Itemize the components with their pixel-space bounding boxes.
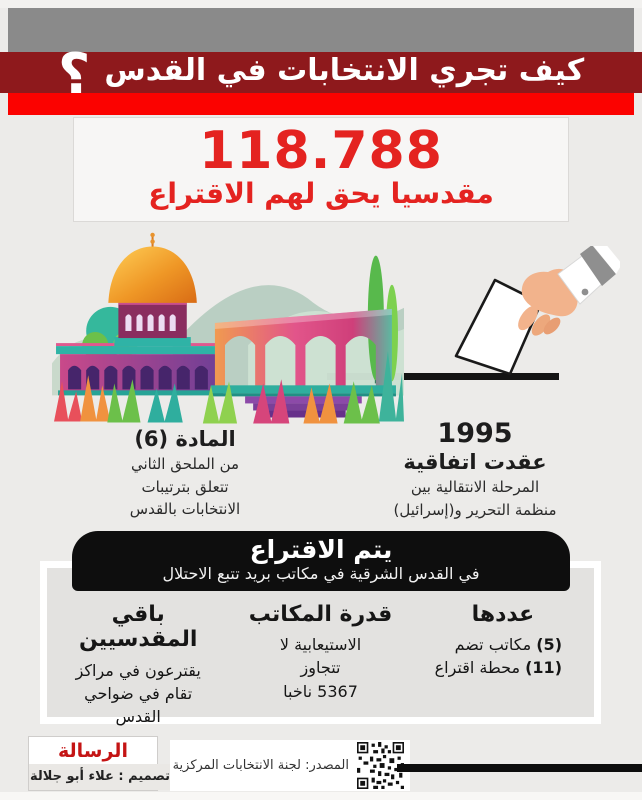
ballot-hand-illustration <box>450 246 620 378</box>
footer-divider-line <box>397 764 642 772</box>
source-strip <box>170 740 410 791</box>
article-line: تتعلق بترتيبات <box>141 477 229 496</box>
jerusalem-mosque-illustration <box>52 232 404 424</box>
voting-banner-subtitle: في القدس الشرقية في مكاتب بريد تتبع الاحتلال <box>162 563 480 583</box>
page-title-text: كيف تجري الانتخابات في القدس <box>104 52 585 88</box>
article-line: الانتخابات بالقدس <box>129 500 241 519</box>
voting-banner <box>72 531 570 591</box>
column-line: القدس <box>115 706 161 726</box>
column-line: 5367 ناخبا <box>283 681 358 701</box>
column-line: الاستيعابية لا <box>279 635 362 655</box>
page-frame-bottom <box>0 792 642 800</box>
hand-ballot-icon <box>450 246 620 378</box>
alresalah-logo-box <box>28 736 171 791</box>
agreement-line: منظمة التحرير و(إسرائيل) <box>393 500 557 519</box>
column-heading: عددها <box>471 602 535 627</box>
column-heading: باقي المقدسيين <box>78 602 198 653</box>
mosque-scene-icon <box>52 232 404 424</box>
column-offices-count <box>412 602 594 717</box>
agreement-title: عقدت اتفاقية <box>403 450 547 475</box>
article-title: المادة (6) <box>134 427 236 451</box>
column-line: يقترعون في مراكز <box>75 660 201 680</box>
agreement-line: المرحلة الانتقالية بين <box>410 478 540 497</box>
alresalah-logo: الرسالة <box>58 740 128 762</box>
column-heading: قدرة المكاتب <box>248 602 393 627</box>
agreement-1995-block <box>368 418 582 521</box>
page-frame-top <box>0 0 642 8</box>
column-line: تقام في ضواحي <box>84 683 193 703</box>
source-text: المصدر: لجنة الانتخابات المركزية <box>172 758 349 773</box>
stat-card <box>73 117 569 222</box>
header-red-band <box>8 93 634 115</box>
page-title <box>0 14 642 107</box>
column-line: (11) محطة اقتراع <box>434 658 562 678</box>
column-line: تتجاوز <box>300 658 341 678</box>
article-6-block <box>92 426 278 521</box>
column-other-jerusalemites <box>47 602 229 726</box>
voters-count: 118.788 <box>199 121 443 181</box>
question-mark: ؟ <box>57 41 91 107</box>
voting-banner-title: يتم الاقتراع <box>249 535 393 564</box>
voters-caption: مقدسيا يحق لهم الاقتراع <box>148 176 494 210</box>
design-credit: تصميم : علاء أبو جلالة <box>29 764 171 790</box>
article-line: من الملحق الثاني <box>130 455 240 474</box>
agreement-year: 1995 <box>437 418 513 449</box>
column-office-capacity <box>229 602 411 717</box>
column-line: (5) مكاتب تضم <box>454 635 562 655</box>
